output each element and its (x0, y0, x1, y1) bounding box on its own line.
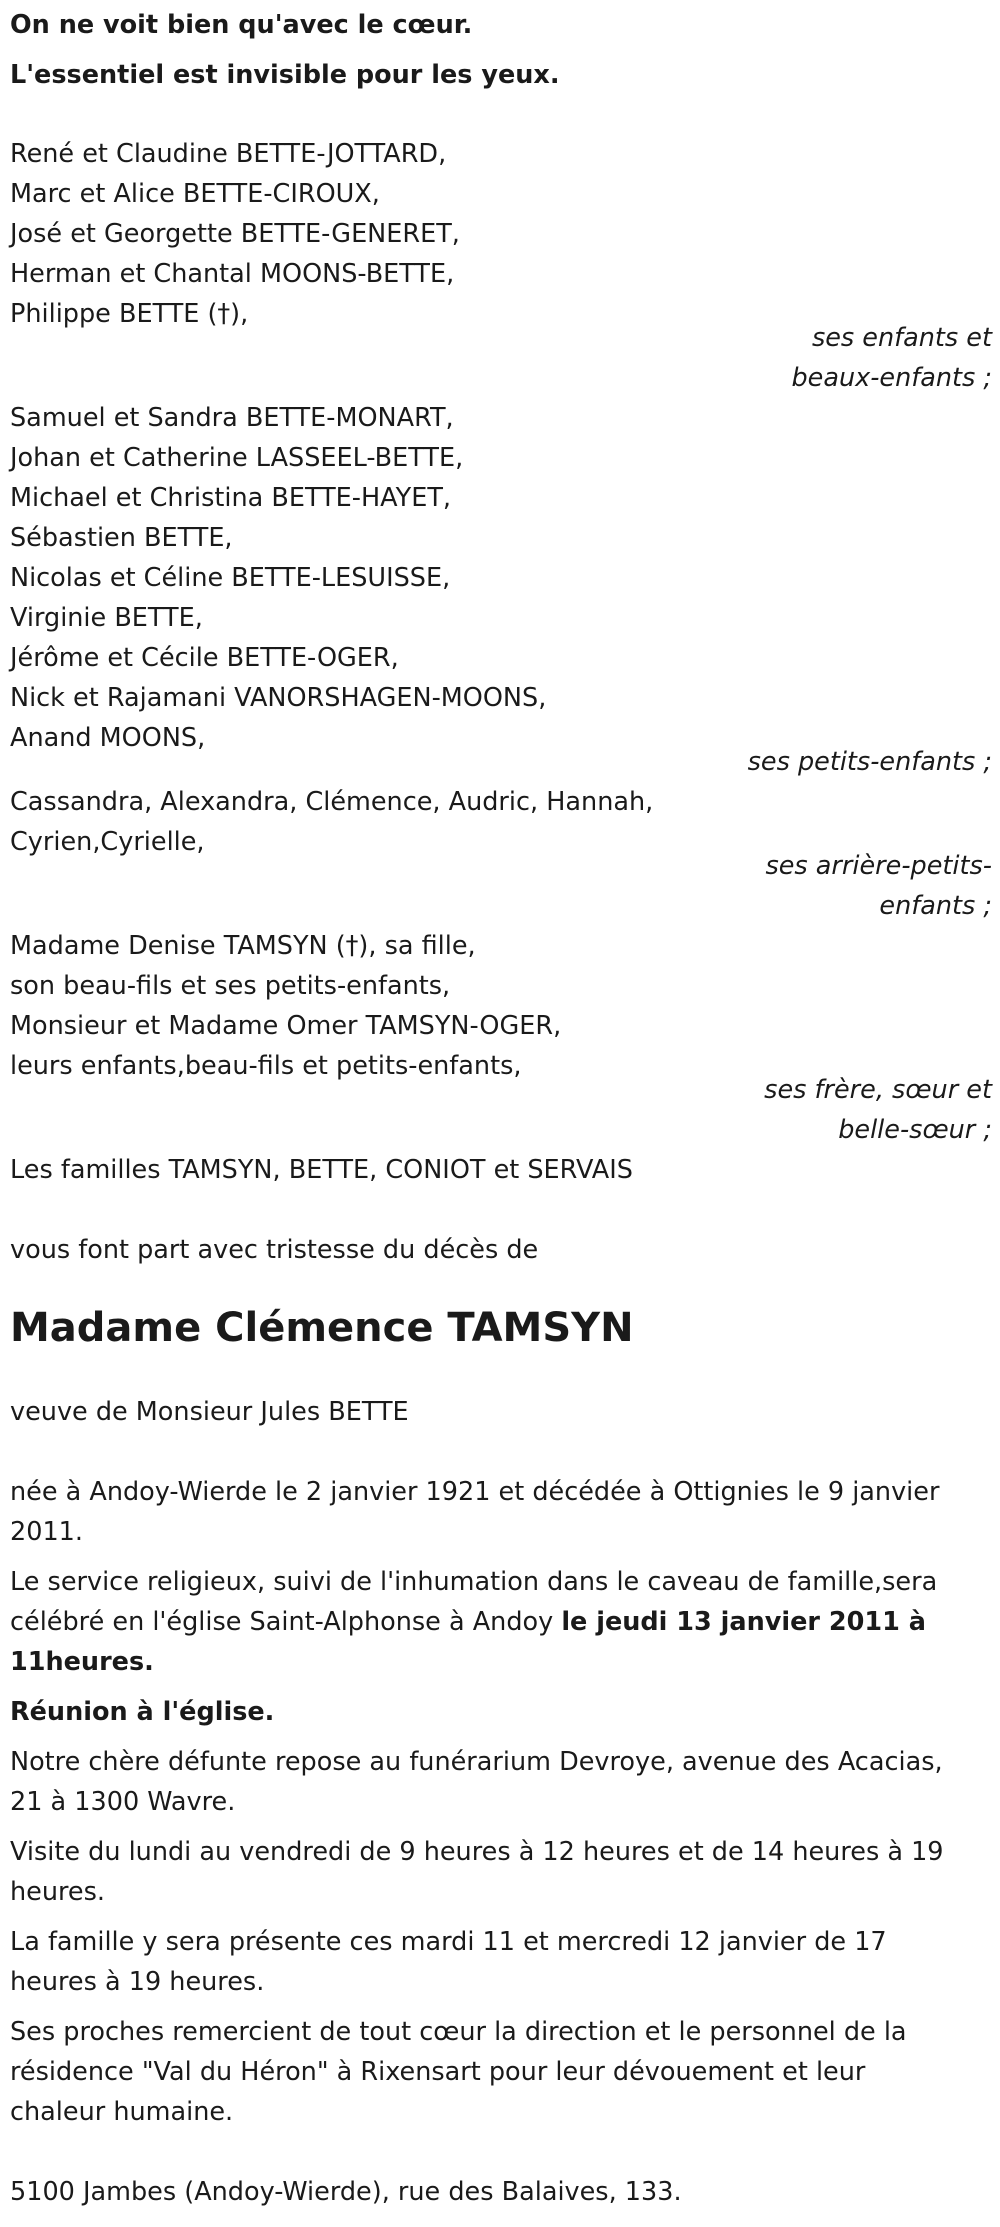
siblings-role-line-2: belle-sœur ; (838, 1115, 992, 1145)
grandchildren-role: ses petits-enfants ; (747, 747, 992, 777)
great-grandchildren-line-2: Cyrien,Cyrielle, (10, 827, 205, 857)
service-church: célébré en l'église Saint-Alphonse à Andoy (10, 1607, 562, 1637)
presence-line-1: La famille y sera présente ces mardi 11 et mercredi 12 janvier de 17 (10, 1927, 887, 1957)
great-grandchildren-role-line-2: enfants ; (879, 891, 992, 921)
grandchildren-name-9: Anand MOONS, (10, 723, 206, 753)
siblings-line-4: leurs enfants,beau-fils et petits-enfants, (10, 1051, 522, 1081)
presence-line-2: heures à 19 heures. (10, 1967, 265, 1997)
children-name-4: Herman et Chantal MOONS-BETTE, (10, 259, 455, 289)
thanks-line-1: Ses proches remercient de tout cœur la direction et le personnel de la (10, 2017, 907, 2047)
grandchildren-name-4: Sébastien BETTE, (10, 523, 233, 553)
born-died-line-2: 2011. (10, 1517, 84, 1547)
thanks-line-2: résidence "Val du Héron" à Rixensart pour leur dévouement et leur (10, 2057, 866, 2087)
meeting-line: Réunion à l'église. (10, 1697, 275, 1727)
epigraph-line-1: On ne voit bien qu'avec le cœur. (10, 10, 473, 40)
grandchildren-name-3: Michael et Christina BETTE-HAYET, (10, 483, 451, 513)
children-name-1: René et Claudine BETTE-JOTTARD, (10, 139, 447, 169)
thanks-line-3: chaleur humaine. (10, 2097, 234, 2127)
families-line: Les familles TAMSYN, BETTE, CONIOT et SERVAIS (10, 1155, 633, 1185)
grandchildren-name-1: Samuel et Sandra BETTE-MONART, (10, 403, 454, 433)
grandchildren-name-2: Johan et Catherine LASSEEL-BETTE, (10, 443, 464, 473)
children-role-line-1: ses enfants et (811, 323, 992, 353)
service-line-2 (10, 1602, 926, 1642)
great-grandchildren-line-1: Cassandra, Alexandra, Clémence, Audric, Hannah, (10, 787, 654, 817)
visits-line-1: Visite du lundi au vendredi de 9 heures à 12 heures et de 14 heures à 19 (10, 1837, 944, 1867)
repose-line-1: Notre chère défunte repose au funérarium Devroye, avenue des Acacias, (10, 1747, 943, 1777)
grandchildren-name-7: Jérôme et Cécile BETTE-OGER, (10, 643, 399, 673)
service-time: 11heures. (10, 1647, 154, 1677)
grandchildren-name-6: Virginie BETTE, (10, 603, 203, 633)
siblings-line-3: Monsieur et Madame Omer TAMSYN-OGER, (10, 1011, 562, 1041)
widow-of-line: veuve de Monsieur Jules BETTE (10, 1397, 409, 1427)
siblings-line-2: son beau-fils et ses petits-enfants, (10, 971, 451, 1001)
siblings-line-1: Madame Denise TAMSYN (†), sa fille, (10, 931, 476, 961)
address-line: 5100 Jambes (Andoy-Wierde), rue des Balaives, 133. (10, 2177, 682, 2207)
children-name-2: Marc et Alice BETTE-CIROUX, (10, 179, 380, 209)
children-name-5: Philippe BETTE (†), (10, 299, 249, 329)
service-date: le jeudi 13 janvier 2011 à (561, 1607, 926, 1637)
visits-line-2: heures. (10, 1877, 106, 1907)
grandchildren-name-5: Nicolas et Céline BETTE-LESUISSE, (10, 563, 451, 593)
repose-line-2: 21 à 1300 Wavre. (10, 1787, 236, 1817)
epigraph-line-2: L'essentiel est invisible pour les yeux. (10, 60, 560, 90)
great-grandchildren-role-line-1: ses arrière-petits- (765, 851, 992, 881)
service-line-1: Le service religieux, suivi de l'inhumation dans le caveau de famille,sera (10, 1567, 938, 1597)
children-role-line-2: beaux-enfants ; (791, 363, 992, 393)
born-died-line-1: née à Andoy-Wierde le 2 janvier 1921 et décédée à Ottignies le 9 janvier (10, 1477, 940, 1507)
siblings-role-line-1: ses frère, sœur et (764, 1075, 992, 1105)
announcement-line: vous font part avec tristesse du décès de (10, 1235, 539, 1265)
children-name-3: José et Georgette BETTE-GENERET, (10, 219, 460, 249)
grandchildren-name-8: Nick et Rajamani VANORSHAGEN-MOONS, (10, 683, 547, 713)
deceased-name: Madame Clémence TAMSYN (10, 1305, 634, 1351)
